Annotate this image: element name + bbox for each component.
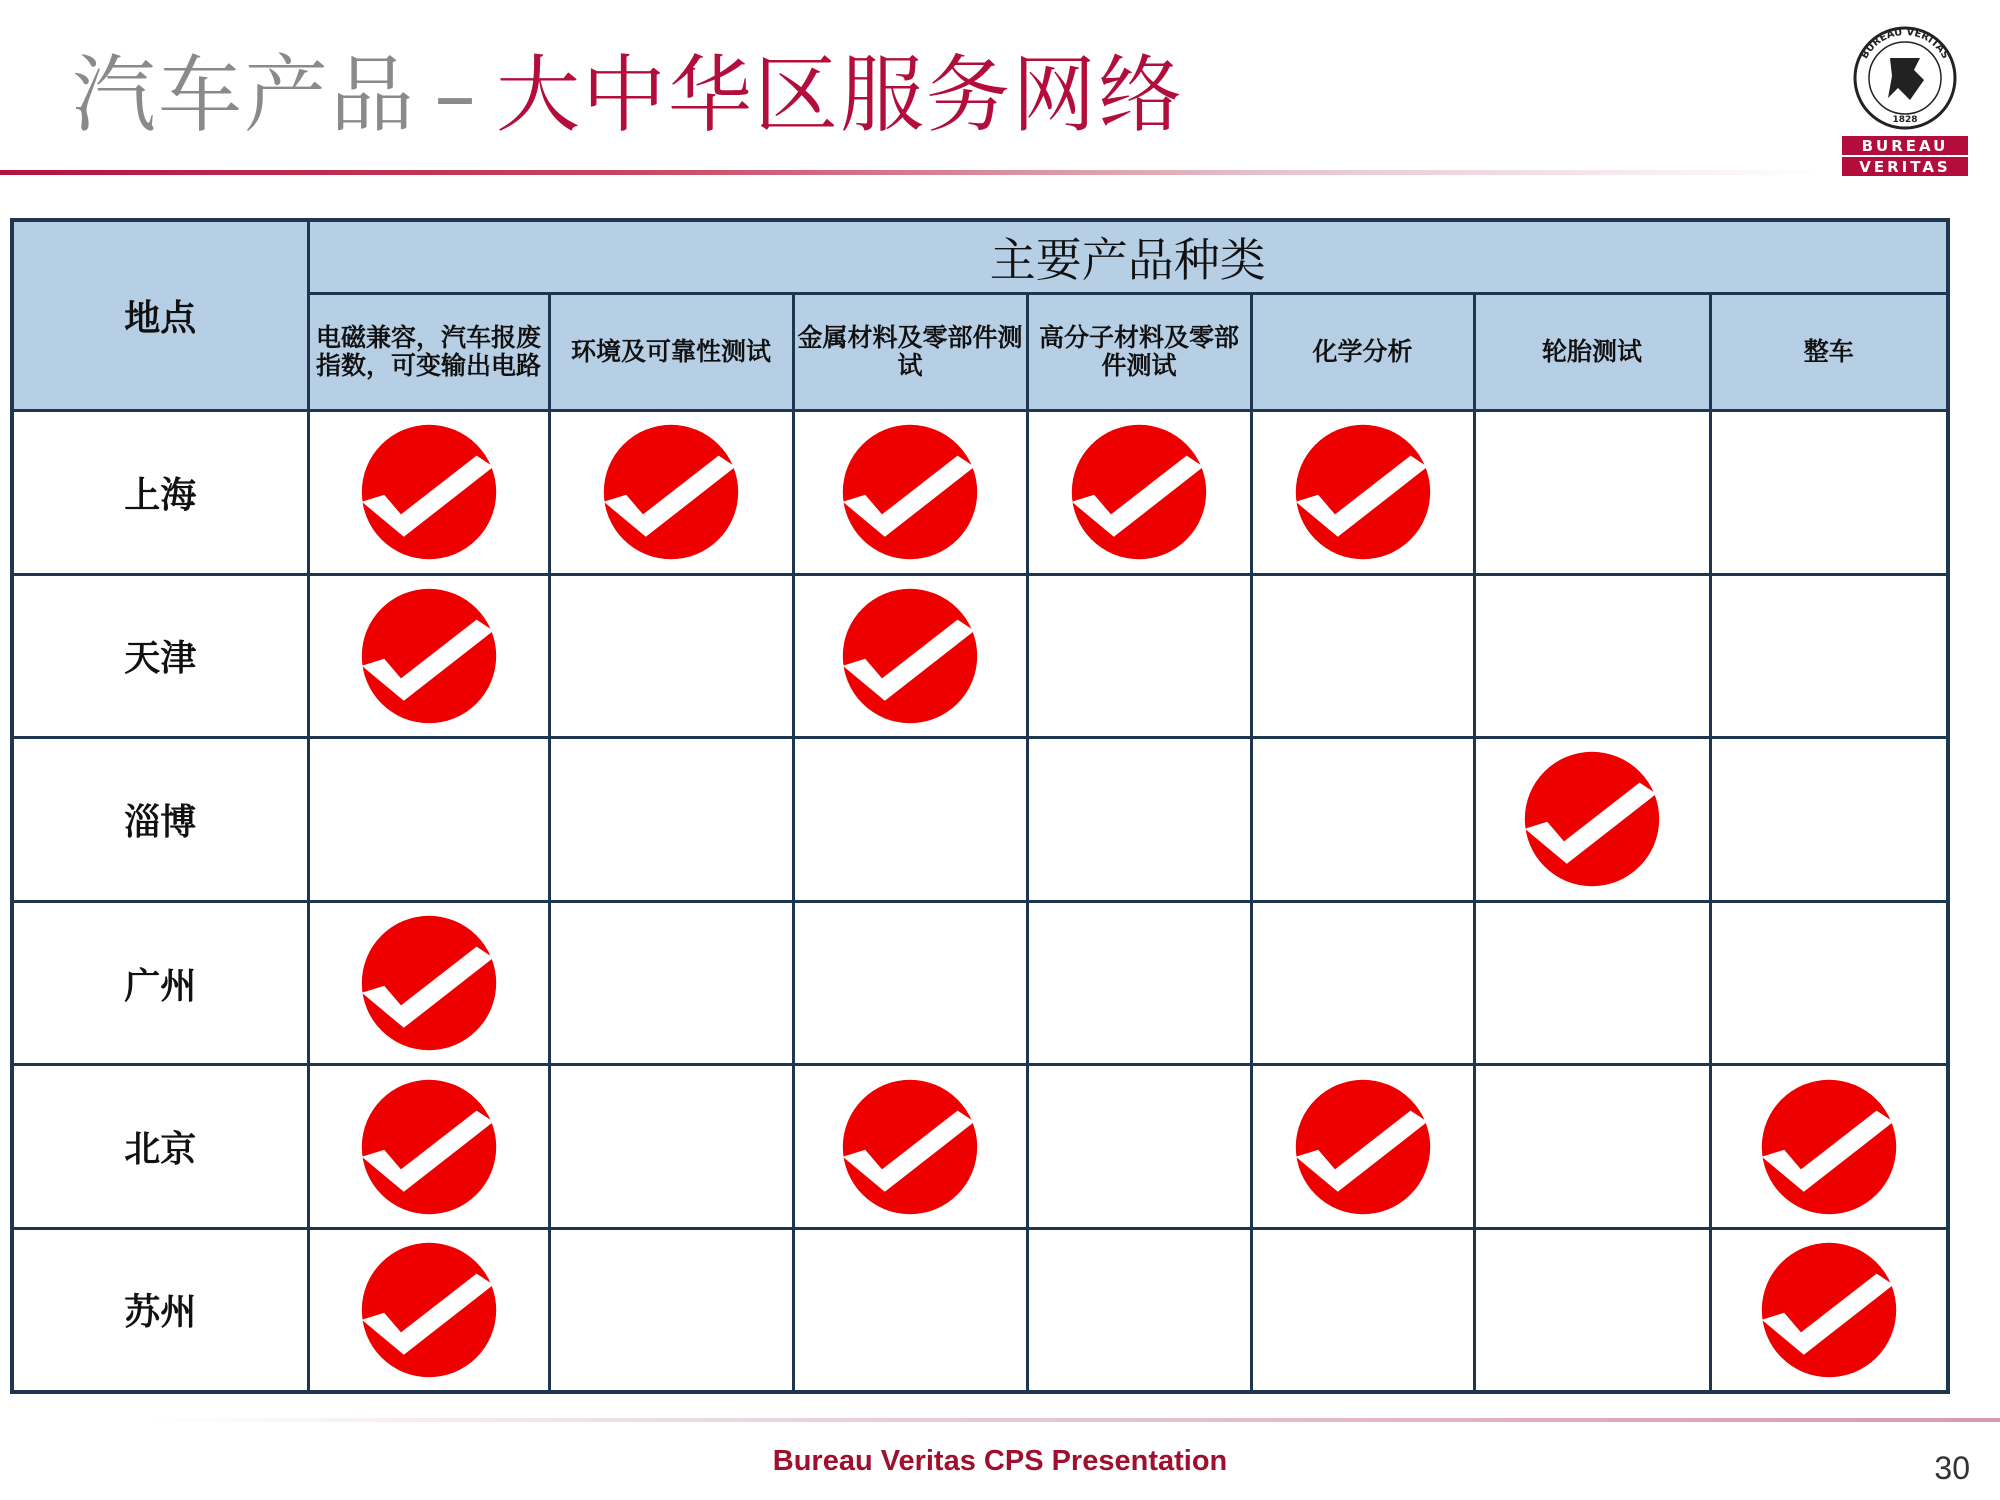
coverage-cell	[1474, 574, 1710, 738]
coverage-cell	[1027, 411, 1251, 575]
location-cell: 天津	[12, 574, 308, 738]
red-circle-check-icon	[1069, 422, 1209, 562]
coverage-cell	[1251, 1228, 1474, 1392]
category-header-polymer: 高分子材料及零部件测试	[1027, 294, 1251, 411]
coverage-cell	[1710, 901, 1948, 1065]
location-cell: 北京	[12, 1065, 308, 1229]
coverage-cell	[793, 1065, 1027, 1229]
logo-word-veritas: VERITAS	[1859, 158, 1951, 176]
red-circle-check-icon	[1522, 749, 1662, 889]
location-cell: 苏州	[12, 1228, 308, 1392]
coverage-cell	[549, 574, 793, 738]
red-circle-check-icon	[1759, 1077, 1899, 1217]
coverage-cell	[793, 574, 1027, 738]
table-row	[12, 738, 1948, 902]
bureau-veritas-logo	[1840, 18, 1970, 178]
footer-text: Bureau Veritas CPS Presentation	[772, 1445, 1228, 1477]
coverage-cell	[1251, 738, 1474, 902]
location-cell: 广州	[12, 901, 308, 1065]
red-circle-check-icon	[359, 586, 499, 726]
red-circle-check-icon	[1293, 422, 1433, 562]
coverage-cell	[308, 1065, 549, 1229]
coverage-cell	[1251, 574, 1474, 738]
red-circle-check-icon	[840, 422, 980, 562]
red-circle-check-icon	[840, 586, 980, 726]
red-circle-check-icon	[359, 913, 499, 1053]
coverage-cell	[549, 411, 793, 575]
logo-year: 1828	[1892, 115, 1918, 125]
svg-text:BUREAU VERITAS	[1859, 27, 1951, 61]
table-row	[12, 1065, 1948, 1229]
coverage-cell	[549, 901, 793, 1065]
coverage-cell	[1710, 1065, 1948, 1229]
table-row	[12, 901, 1948, 1065]
footer-divider	[150, 1418, 2000, 1422]
red-circle-check-icon	[359, 422, 499, 562]
logo-word-bureau: BUREAU	[1861, 137, 1949, 155]
coverage-cell	[793, 411, 1027, 575]
coverage-cell	[1710, 738, 1948, 902]
red-circle-check-icon	[840, 1077, 980, 1217]
coverage-cell	[1251, 411, 1474, 575]
red-circle-check-icon	[601, 422, 741, 562]
product-category-group-header: 主要产品种类	[308, 220, 1948, 294]
title-red-part: 大中华区服务网络	[496, 46, 1185, 144]
category-header-chemical: 化学分析	[1251, 294, 1474, 411]
red-circle-check-icon	[359, 1240, 499, 1380]
coverage-cell	[1027, 1065, 1251, 1229]
category-header-environmental: 环境及可靠性测试	[549, 294, 793, 411]
location-cell: 淄博	[12, 738, 308, 902]
title-gray-part: 汽车产品	[72, 46, 417, 144]
coverage-cell	[1027, 1228, 1251, 1392]
category-header-emc: 电磁兼容，汽车报废指数，可变输出电路	[308, 294, 549, 411]
red-circle-check-icon	[359, 1077, 499, 1217]
coverage-cell	[793, 738, 1027, 902]
coverage-cell	[1710, 411, 1948, 575]
coverage-cell	[1710, 574, 1948, 738]
coverage-cell	[1251, 901, 1474, 1065]
title-divider	[0, 170, 1820, 175]
table-row	[12, 411, 1948, 575]
coverage-cell	[1474, 901, 1710, 1065]
table-row	[12, 1228, 1948, 1392]
title-separator: –	[434, 46, 479, 144]
page-number: 30	[1934, 1450, 1970, 1486]
category-header-metal: 金属材料及零部件测试	[793, 294, 1027, 411]
coverage-cell	[308, 738, 549, 902]
service-network-table	[10, 218, 1950, 1394]
coverage-cell	[1710, 1228, 1948, 1392]
location-header: 地点	[12, 220, 308, 411]
coverage-cell	[793, 901, 1027, 1065]
logo-ring-text: BUREAU VERITAS	[1859, 26, 1951, 61]
coverage-cell	[1027, 574, 1251, 738]
location-cell: 上海	[12, 411, 308, 575]
coverage-cell	[549, 738, 793, 902]
coverage-cell	[308, 411, 549, 575]
category-header-tire: 轮胎测试	[1474, 294, 1710, 411]
coverage-cell	[1474, 1228, 1710, 1392]
slide-title	[72, 40, 1184, 150]
coverage-cell	[549, 1228, 793, 1392]
coverage-cell	[1474, 738, 1710, 902]
coverage-cell	[1474, 1065, 1710, 1229]
coverage-cell	[1027, 901, 1251, 1065]
coverage-cell	[549, 1065, 793, 1229]
coverage-cell	[1027, 738, 1251, 902]
coverage-cell	[793, 1228, 1027, 1392]
coverage-cell	[308, 901, 549, 1065]
coverage-cell	[308, 574, 549, 738]
coverage-cell	[1474, 411, 1710, 575]
red-circle-check-icon	[1759, 1240, 1899, 1380]
table-row	[12, 574, 1948, 738]
coverage-cell	[1251, 1065, 1474, 1229]
red-circle-check-icon	[1293, 1077, 1433, 1217]
coverage-cell	[308, 1228, 549, 1392]
category-header-vehicle: 整车	[1710, 294, 1948, 411]
